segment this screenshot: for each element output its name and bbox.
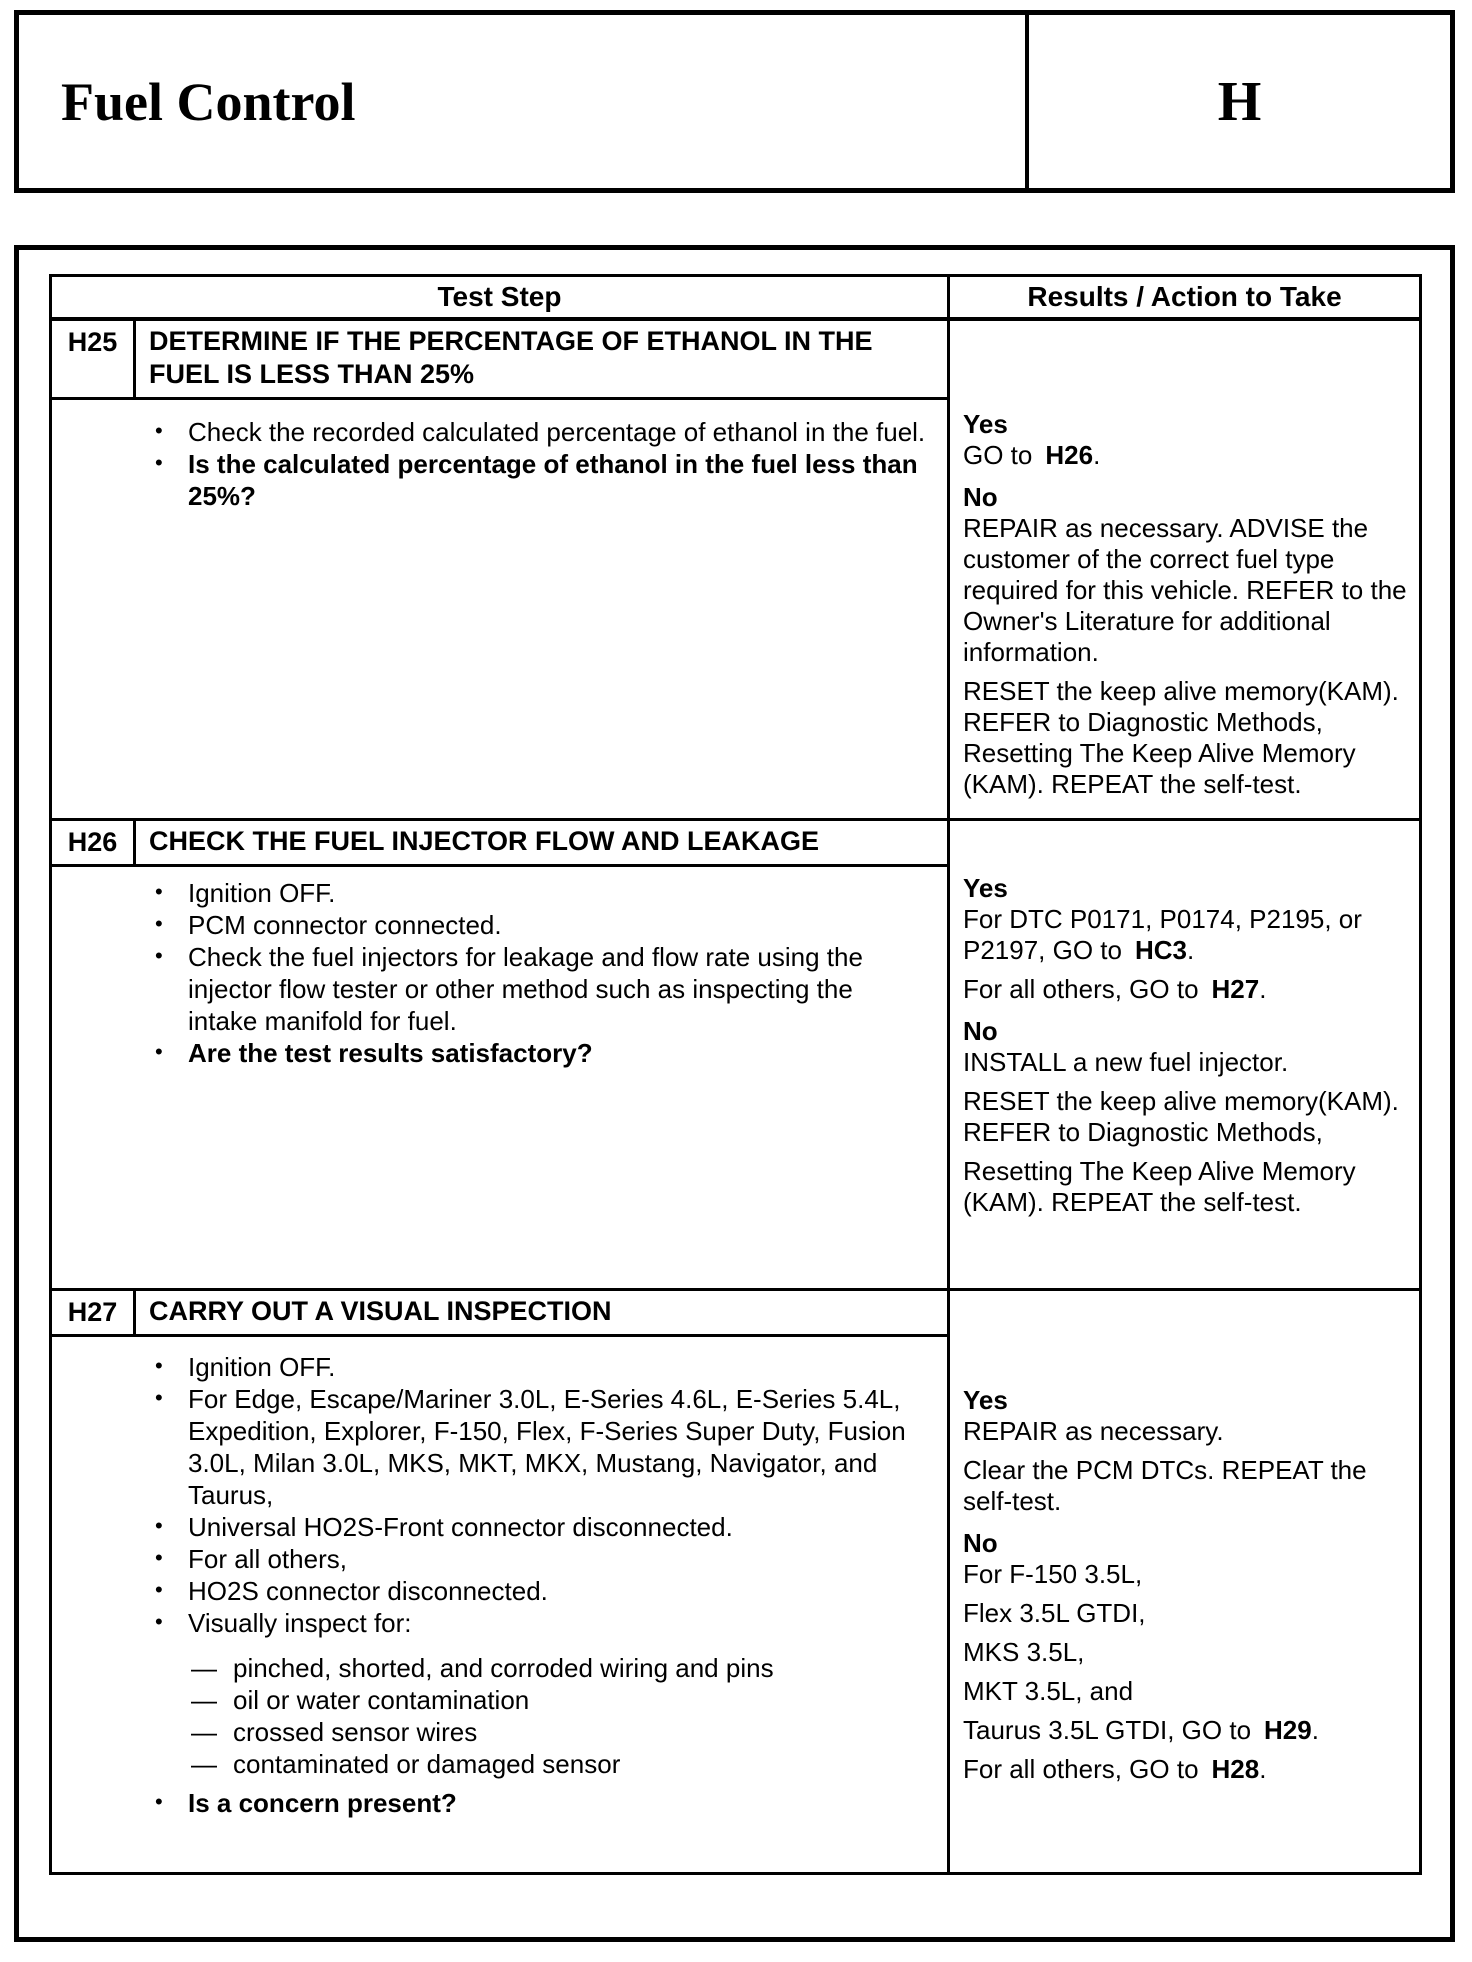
- step-title-bar: [52, 1291, 947, 1337]
- column-header-test-step: Test Step: [52, 277, 950, 317]
- step-id: H26: [52, 821, 136, 864]
- instruction-text: Visually inspect for:: [188, 1608, 412, 1638]
- result-segment: REPAIR as necessary. ADVISE the customer of the correct fuel type required for this vehicle. REFER to the Owner's Literature for additional information.: [963, 513, 1407, 667]
- instruction-item: [52, 1575, 927, 1607]
- result-segment: .: [1311, 1715, 1319, 1745]
- bullet-marker: •: [155, 943, 163, 968]
- instruction-item: [52, 1716, 927, 1748]
- result-paragraph: [963, 1598, 1413, 1629]
- result-segment: .: [1187, 935, 1195, 965]
- result-segment: H26: [1045, 440, 1094, 470]
- content-frame: [14, 245, 1455, 1942]
- result-segment: No: [963, 1016, 998, 1046]
- step-id: H27: [52, 1291, 136, 1334]
- instruction-text: PCM connector connected.: [188, 910, 502, 940]
- step-instructions: [52, 400, 947, 528]
- result-paragraph: [963, 1086, 1413, 1148]
- document-title: Fuel Control: [61, 71, 356, 132]
- instruction-text: contaminated or damaged sensor: [233, 1749, 621, 1779]
- bullet-marker: •: [155, 1039, 163, 1064]
- result-segment: Taurus 3.5L GTDI, GO to: [963, 1715, 1252, 1745]
- table-header-row: [52, 277, 1419, 321]
- result-paragraph: [963, 974, 1413, 1005]
- instruction-item: [52, 909, 927, 941]
- dash-marker: —: [191, 1717, 217, 1747]
- result-paragraph: [963, 1528, 1413, 1559]
- result-segment: GO to: [963, 440, 1033, 470]
- instruction-item: [52, 1383, 927, 1511]
- instruction-item: [52, 877, 927, 909]
- instruction-text: Ignition OFF.: [188, 1352, 336, 1382]
- instruction-text: pinched, shorted, and corroded wiring and pins: [233, 1653, 774, 1683]
- step-instructions: [52, 867, 947, 1085]
- step-id: H25: [52, 321, 136, 397]
- test-step-row: [52, 821, 1419, 1291]
- result-paragraph: [963, 1715, 1413, 1746]
- results-cell: [950, 1291, 1419, 1872]
- instruction-item: [52, 416, 927, 448]
- instruction-item: [52, 1351, 927, 1383]
- result-segment: Yes: [963, 873, 1008, 903]
- step-title: CARRY OUT A VISUAL INSPECTION: [149, 1296, 612, 1326]
- result-paragraph: [963, 1754, 1413, 1785]
- instruction-item: [52, 448, 927, 512]
- instruction-item: [52, 941, 927, 1037]
- test-step-cell: [52, 321, 950, 818]
- test-step-row: [52, 1291, 1419, 1872]
- result-paragraph: [963, 1559, 1413, 1590]
- instruction-text: HO2S connector disconnected.: [188, 1576, 548, 1606]
- pinpoint-test-table: [49, 274, 1422, 1875]
- instruction-item: [52, 1543, 927, 1575]
- step-title-bar: [52, 821, 947, 867]
- result-segment: RESET the keep alive memory(KAM). REFER to Diagnostic Methods, Resetting The Keep Alive Memory (KAM). REPEAT the self-test.: [963, 676, 1399, 799]
- instruction-text: Ignition OFF.: [188, 878, 336, 908]
- bullet-marker: •: [155, 418, 163, 443]
- result-segment: Resetting The Keep Alive Memory (KAM). REPEAT the self-test.: [963, 1156, 1356, 1217]
- title-bar-left: [19, 15, 1025, 188]
- instruction-text: Is a concern present?: [188, 1788, 457, 1818]
- instruction-item: [52, 1684, 927, 1716]
- result-segment: For F-150 3.5L,: [963, 1559, 1143, 1589]
- title-bar-right: [1025, 15, 1450, 188]
- result-segment: INSTALL a new fuel injector.: [963, 1047, 1289, 1077]
- result-segment: Yes: [963, 409, 1008, 439]
- test-step-cell: [52, 1291, 950, 1872]
- result-paragraph: [963, 676, 1413, 800]
- result-paragraph: [963, 1156, 1413, 1218]
- instruction-text: Check the fuel injectors for leakage and flow rate using the injector flow tester or other method such as inspecting the intake manifold for fuel.: [188, 942, 863, 1036]
- result-paragraph: [963, 482, 1413, 513]
- results-cell: [950, 821, 1419, 1288]
- bullet-marker: •: [155, 1577, 163, 1602]
- result-segment: .: [1259, 974, 1267, 1004]
- result-segment: REPAIR as necessary.: [963, 1416, 1224, 1446]
- bullet-marker: •: [155, 1353, 163, 1378]
- result-segment: For all others, GO to: [963, 1754, 1199, 1784]
- result-segment: Flex 3.5L GTDI,: [963, 1598, 1146, 1628]
- title-bar: [14, 10, 1455, 193]
- instruction-text: For Edge, Escape/Mariner 3.0L, E-Series 4.6L, E-Series 5.4L, Expedition, Explorer, F-150, Flex, F-Series Super Duty, Fusion 3.0L, Milan 3.0L, MKS, MKT, MKX, Mustang, Navigator, and Taurus,: [188, 1384, 906, 1510]
- bullet-marker: •: [155, 1513, 163, 1538]
- result-segment: No: [963, 482, 998, 512]
- table-body: [52, 321, 1419, 1872]
- dash-marker: —: [191, 1653, 217, 1683]
- test-step-cell: [52, 821, 950, 1288]
- step-title-bar: [52, 321, 947, 400]
- bullet-marker: •: [155, 1385, 163, 1410]
- result-segment: .: [1259, 1754, 1267, 1784]
- instruction-text: For all others,: [188, 1544, 347, 1574]
- result-paragraph: [963, 1385, 1413, 1416]
- bullet-marker: •: [155, 1789, 163, 1814]
- result-segment: HC3: [1134, 935, 1187, 965]
- results-cell: [950, 321, 1419, 818]
- instruction-text: crossed sensor wires: [233, 1717, 478, 1747]
- bullet-marker: •: [155, 879, 163, 904]
- result-segment: RESET the keep alive memory(KAM). REFER to Diagnostic Methods,: [963, 1086, 1399, 1147]
- instruction-text: Check the recorded calculated percentage of ethanol in the fuel.: [188, 417, 926, 447]
- result-segment: H29: [1264, 1715, 1312, 1745]
- result-paragraph: [963, 513, 1413, 668]
- result-segment: For DTC P0171, P0174, P2195, or P2197, GO to: [963, 904, 1362, 965]
- instruction-text: Are the test results satisfactory?: [188, 1038, 593, 1068]
- instruction-item: [52, 1037, 927, 1069]
- dash-marker: —: [191, 1685, 217, 1715]
- result-paragraph: [963, 409, 1413, 440]
- dash-marker: —: [191, 1749, 217, 1779]
- result-paragraph: [963, 440, 1413, 471]
- bullet-marker: •: [155, 1609, 163, 1634]
- result-segment: .: [1093, 440, 1101, 470]
- bullet-marker: •: [155, 1545, 163, 1570]
- result-paragraph: [963, 1047, 1413, 1078]
- result-paragraph: [963, 1455, 1413, 1517]
- result-segment: MKT 3.5L, and: [963, 1676, 1134, 1706]
- instruction-item: [52, 1652, 927, 1684]
- result-segment: Clear the PCM DTCs. REPEAT the self-test.: [963, 1455, 1367, 1516]
- bullet-marker: •: [155, 911, 163, 936]
- column-header-results: Results / Action to Take: [1027, 281, 1342, 312]
- instruction-text: oil or water contamination: [233, 1685, 530, 1715]
- result-segment: H28: [1211, 1754, 1260, 1784]
- result-paragraph: [963, 904, 1413, 966]
- step-instructions: [52, 1337, 947, 1835]
- instruction-item: [52, 1748, 927, 1780]
- result-segment: No: [963, 1528, 998, 1558]
- step-title: CHECK THE FUEL INJECTOR FLOW AND LEAKAGE: [149, 826, 820, 856]
- instruction-text: Universal HO2S-Front connector disconnected.: [188, 1512, 733, 1542]
- result-paragraph: [963, 873, 1413, 904]
- bullet-marker: •: [155, 450, 163, 475]
- result-segment: Yes: [963, 1385, 1008, 1415]
- result-segment: MKS 3.5L,: [963, 1637, 1085, 1667]
- result-segment: H27: [1211, 974, 1260, 1004]
- section-letter: H: [1217, 70, 1262, 133]
- result-segment: For all others, GO to: [963, 974, 1199, 1004]
- instruction-item: [52, 1787, 927, 1819]
- test-step-row: [52, 321, 1419, 821]
- instruction-item: [52, 1607, 927, 1639]
- result-paragraph: [963, 1637, 1413, 1668]
- result-paragraph: [963, 1016, 1413, 1047]
- result-paragraph: [963, 1416, 1413, 1447]
- instruction-text: Is the calculated percentage of ethanol in the fuel less than 25%?: [188, 449, 918, 511]
- instruction-item: [52, 1511, 927, 1543]
- step-title: DETERMINE IF THE PERCENTAGE OF ETHANOL IN THE FUEL IS LESS THAN 25%: [149, 326, 873, 389]
- result-paragraph: [963, 1676, 1413, 1707]
